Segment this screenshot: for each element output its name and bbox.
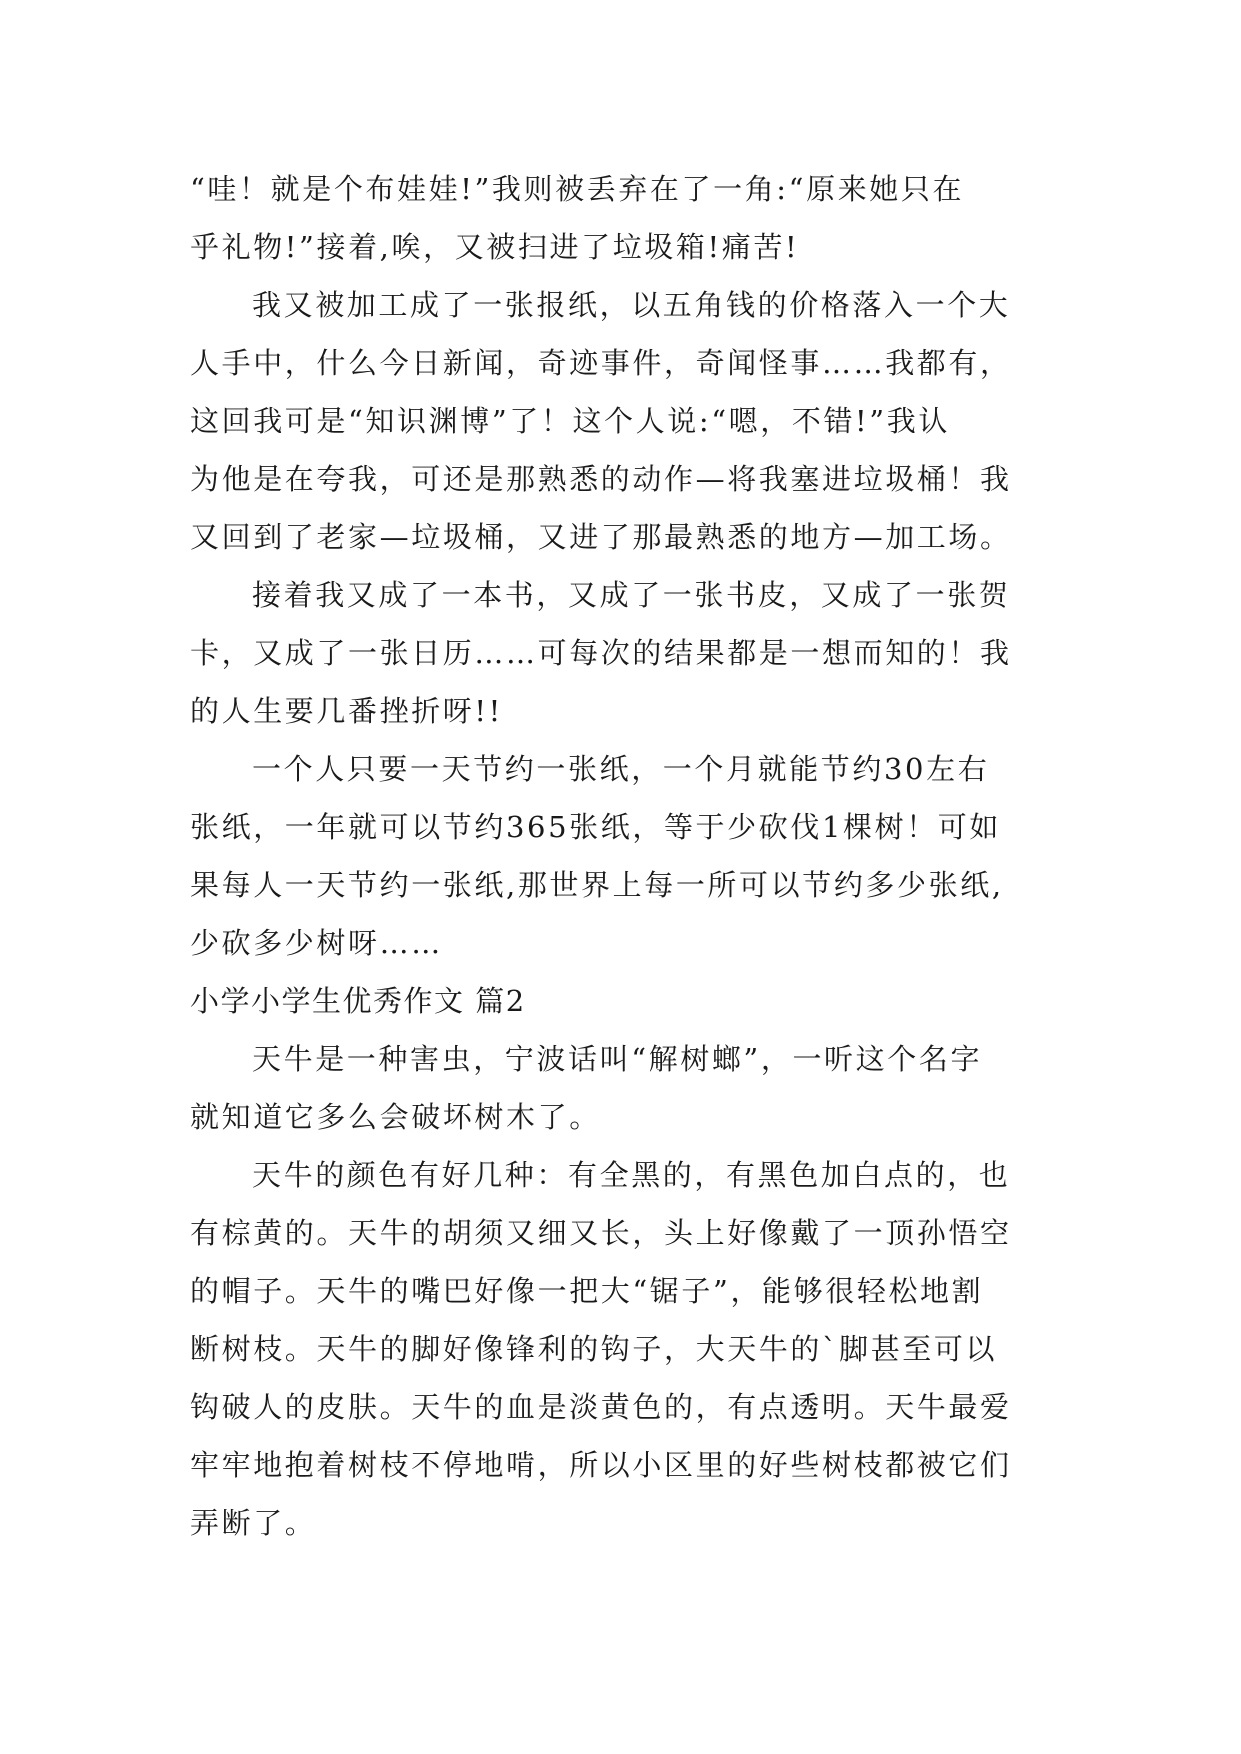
text-line: 的帽子。天牛的嘴巴好像一把大“锯子”，能够很轻松地割 bbox=[190, 1274, 984, 1308]
text-line: 就知道它多么会破坏树木了。 bbox=[190, 1100, 601, 1134]
paragraph-beetle-intro bbox=[190, 1030, 1060, 1146]
text-line: 为他是在夸我，可还是那熟悉的动作—将我塞进垃圾桶！我 bbox=[190, 462, 1012, 496]
paragraph-saving-paper bbox=[190, 740, 1060, 972]
paragraph-beetle-description bbox=[190, 1146, 1060, 1552]
text-line: 张纸，一年就可以节约365张纸，等于少砍伐1棵树！可如 bbox=[190, 810, 1002, 844]
text-line: 弄断了。 bbox=[190, 1506, 317, 1540]
text-line: 卡，又成了一张日历……可每次的结果都是一想而知的！我 bbox=[190, 636, 1012, 670]
text-line: 天牛的颜色有好几种：有全黑的，有黑色加白点的，也 bbox=[252, 1158, 1011, 1192]
text-line: “哇！就是个布娃娃!”我则被丢弃在了一角:“原来她只在 bbox=[190, 172, 965, 206]
text-line: 又回到了老家—垃圾桶，又进了那最熟悉的地方—加工场。 bbox=[190, 520, 1012, 554]
paragraph-book bbox=[190, 566, 1060, 740]
text-line: 少砍多少树呀…… bbox=[190, 926, 443, 960]
text-line: 一个人只要一天节约一张纸，一个月就能节约30左右 bbox=[252, 752, 990, 786]
document-body bbox=[190, 160, 1060, 1552]
text-line: 钩破人的皮肤。天牛的血是淡黄色的，有点透明。天牛最爱 bbox=[190, 1390, 1012, 1424]
text-line: 牢牢地抱着树枝不停地啃，所以小区里的好些树枝都被它们 bbox=[190, 1448, 1012, 1482]
paragraph-newspaper bbox=[190, 276, 1060, 566]
text-line: 的人生要几番挫折呀!! bbox=[190, 694, 503, 728]
paragraph-continuation bbox=[190, 160, 1060, 276]
text-line: 果每人一天节约一张纸,那世界上每一所可以节约多少张纸, bbox=[190, 868, 1004, 902]
text-line: 有棕黄的。天牛的胡须又细又长，头上好像戴了一顶孙悟空 bbox=[190, 1216, 1012, 1250]
text-line: 接着我又成了一本书，又成了一张书皮，又成了一张贺 bbox=[252, 578, 1011, 612]
text-line: 人手中，什么今日新闻，奇迹事件，奇闻怪事……我都有， bbox=[190, 346, 1012, 380]
text-line: 天牛是一种害虫，宁波话叫“解树螂”，一听这个名字 bbox=[252, 1042, 983, 1076]
text-line: 我又被加工成了一张报纸，以五角钱的价格落入一个大 bbox=[252, 288, 1011, 322]
section-heading: 小学小学生优秀作文 篇2 bbox=[190, 984, 526, 1018]
text-line: 这回我可是“知识渊博”了！这个人说:“嗯，不错!”我认 bbox=[190, 404, 950, 438]
text-line: 乎礼物!”接着,唉，又被扫进了垃圾箱!痛苦! bbox=[190, 230, 800, 264]
text-line: 断树枝。天牛的脚好像锋利的钩子，大天牛的`脚甚至可以 bbox=[190, 1332, 998, 1366]
